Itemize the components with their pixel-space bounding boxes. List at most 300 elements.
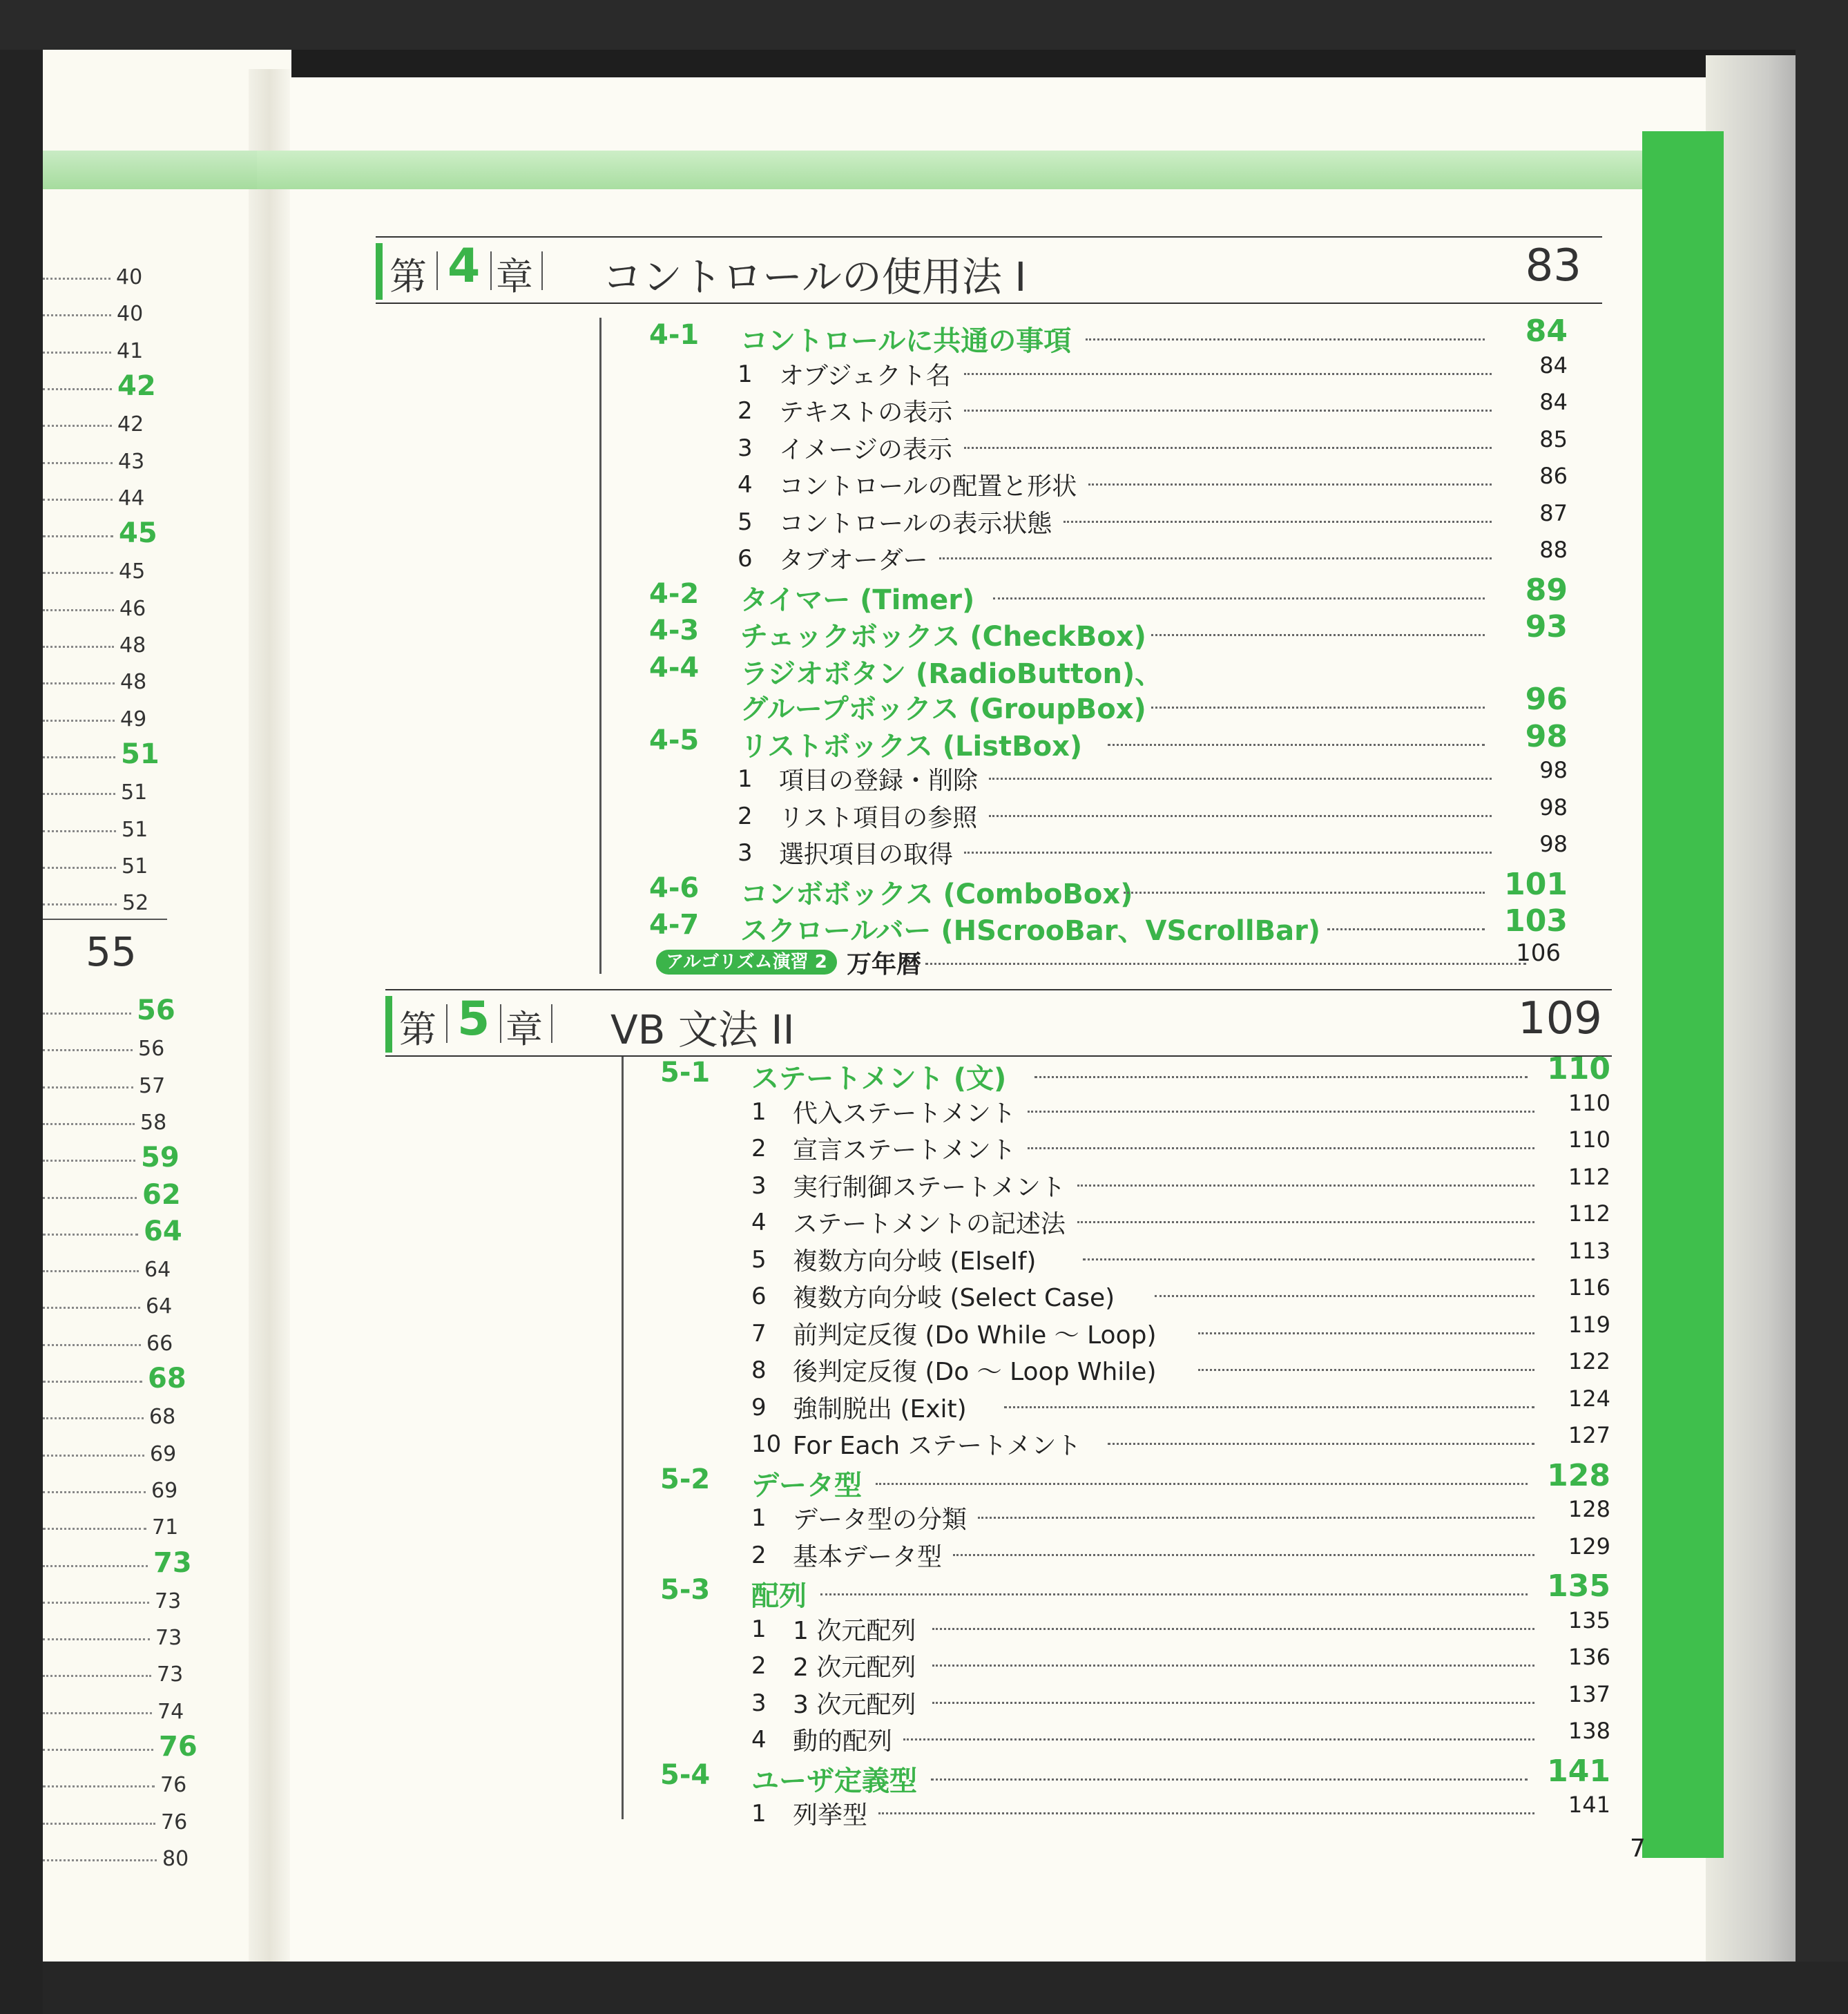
- toc-item[interactable]: [751, 1496, 1610, 1535]
- leader-dots: [978, 1517, 1534, 1519]
- left-page-number: 56: [138, 1037, 165, 1062]
- section-page: 135: [1547, 1569, 1610, 1604]
- chapter-sho-label: 章: [496, 255, 533, 298]
- leader-dots: [43, 1417, 144, 1419]
- item-page: 116: [1568, 1274, 1610, 1301]
- leader-dots: [43, 867, 116, 869]
- chapter-5-header: [385, 989, 1612, 1055]
- section-page: 103: [1504, 903, 1568, 939]
- toc-item[interactable]: [751, 1237, 1610, 1276]
- toc-item[interactable]: [751, 1718, 1610, 1756]
- item-title: 基本データ型: [793, 1542, 943, 1571]
- left-page-number: 73: [153, 1546, 192, 1579]
- left-page-entry: [43, 262, 181, 290]
- toc-item[interactable]: [751, 1126, 1610, 1165]
- leader-dots: [1063, 521, 1492, 523]
- item-number: 1: [738, 360, 753, 388]
- section-title: ラジオボタン (RadioButton)、: [740, 658, 1163, 690]
- left-page-entry: [43, 1586, 181, 1614]
- item-number: 1: [751, 1504, 767, 1532]
- left-page-entry: [43, 1697, 184, 1725]
- leader-dots: [43, 1234, 138, 1236]
- item-page: 84: [1539, 389, 1568, 415]
- left-page-entry: [43, 410, 181, 437]
- leader-dots: [43, 646, 114, 648]
- leader-dots: [1088, 483, 1492, 486]
- toc-item[interactable]: [751, 1533, 1610, 1572]
- left-page-number: 41: [117, 338, 144, 363]
- toc-item[interactable]: [751, 1385, 1610, 1424]
- section-title: コントロールに共通の事項: [740, 325, 1072, 357]
- leader-dots: [932, 1702, 1534, 1704]
- toc-item[interactable]: [751, 1644, 1610, 1682]
- leader-dots: [1124, 892, 1485, 894]
- leader-dots: [43, 1197, 137, 1199]
- leader-dots: [1327, 928, 1485, 930]
- leader-dots: [1034, 1076, 1528, 1078]
- item-title: 後判定反復 (Do ～ Loop While): [793, 1358, 1157, 1386]
- item-number: 4: [738, 471, 753, 499]
- left-page-number: 51: [121, 780, 148, 805]
- chapter-title: コントロールの使用法 I: [602, 253, 1027, 300]
- leader-dots: [1151, 707, 1485, 709]
- item-number: 2: [751, 1652, 767, 1680]
- item-page: 122: [1568, 1348, 1610, 1374]
- leader-dots: [43, 793, 115, 795]
- section-number: 4-2: [649, 577, 700, 610]
- leader-dots: [43, 1785, 155, 1787]
- left-page-entry: [43, 594, 181, 622]
- leader-dots: [43, 388, 112, 390]
- left-page-number: 51: [122, 854, 148, 879]
- section-page: 141: [1547, 1753, 1610, 1789]
- left-page-number: 45: [119, 559, 146, 584]
- section-number: 5-3: [660, 1574, 711, 1606]
- item-number: 6: [751, 1283, 767, 1310]
- toc-item[interactable]: [738, 389, 1568, 428]
- leader-dots: [876, 1483, 1528, 1485]
- item-title: 2 次元配列: [793, 1653, 916, 1682]
- item-title: 3 次元配列: [793, 1690, 916, 1719]
- section-title: データ型: [751, 1469, 862, 1502]
- left-page-entry: [43, 1844, 189, 1872]
- left-page-entry: [43, 667, 181, 695]
- leader-dots: [43, 1749, 153, 1751]
- item-title: 実行制御ステートメント: [793, 1173, 1066, 1202]
- left-page-entry: [43, 1329, 181, 1356]
- item-title: データ型の分類: [793, 1506, 968, 1534]
- leader-dots: [43, 535, 113, 537]
- left-page-number: 69: [151, 1478, 178, 1503]
- toc-item[interactable]: [751, 1274, 1610, 1313]
- leader-dots: [43, 462, 113, 464]
- item-page: 141: [1568, 1792, 1610, 1818]
- section-title: スクロールバー (HScrooBar、VScrollBar): [740, 915, 1321, 947]
- leader-dots: [43, 756, 115, 758]
- left-page-entry: [43, 447, 181, 474]
- toc-item[interactable]: [751, 1089, 1610, 1129]
- section-number: 4-7: [649, 909, 700, 941]
- item-number: 3: [751, 1171, 767, 1200]
- toc-item[interactable]: [751, 1680, 1610, 1720]
- toc-item[interactable]: [738, 499, 1568, 539]
- leader-dots: [43, 720, 115, 722]
- toc-item[interactable]: [738, 463, 1568, 501]
- chapter-marker-bar: [385, 996, 392, 1053]
- toc-item[interactable]: [751, 1422, 1610, 1461]
- leader-dots: [1198, 1369, 1534, 1371]
- item-number: 2: [738, 802, 753, 830]
- section-title-line-2: グループボックス (GroupBox): [740, 693, 1146, 725]
- chapter-title: VB 文法 II: [610, 1006, 795, 1053]
- item-page: 84: [1539, 352, 1568, 378]
- left-page-entry: [43, 1178, 181, 1211]
- item-number: 2: [738, 397, 753, 425]
- section-number: 4-3: [649, 615, 700, 646]
- item-page: 136: [1568, 1644, 1610, 1670]
- toc-section-continued[interactable]: [649, 682, 1568, 726]
- left-page-number: 68: [148, 1363, 186, 1394]
- page-number: 7: [1630, 1834, 1646, 1863]
- leader-dots: [903, 1738, 1534, 1740]
- leader-dots: [43, 903, 117, 905]
- item-title: 前判定反復 (Do While ～ Loop): [793, 1321, 1157, 1350]
- left-page-entry: [43, 1108, 181, 1135]
- section-title: 配列: [751, 1580, 807, 1612]
- left-page-entry: [43, 1034, 181, 1062]
- toc-item[interactable]: [751, 1163, 1610, 1202]
- leader-dots: [1108, 1443, 1534, 1445]
- item-page: 87: [1539, 499, 1568, 526]
- leader-dots: [43, 314, 111, 316]
- leader-dots: [932, 1665, 1534, 1667]
- left-page-number: 58: [140, 1110, 167, 1135]
- item-number: 7: [751, 1319, 767, 1348]
- scanner-edge-left: [0, 0, 43, 2014]
- leader-dots: [43, 1491, 146, 1493]
- left-page-number: 64: [146, 1294, 173, 1319]
- toc-item[interactable]: [751, 1311, 1610, 1350]
- left-page-entry: [43, 1292, 181, 1319]
- left-page-number: 45: [119, 517, 157, 550]
- left-page-entry: [43, 1071, 181, 1099]
- toc-section[interactable]: [660, 1753, 1610, 1798]
- left-page-number: 43: [118, 449, 145, 474]
- item-number: 8: [751, 1356, 767, 1384]
- item-page: 124: [1568, 1385, 1610, 1412]
- left-page-number: 62: [142, 1178, 181, 1211]
- section-page: 93: [1525, 609, 1568, 644]
- left-page-number: 42: [117, 370, 156, 402]
- left-page-entry: [43, 1546, 192, 1579]
- leader-dots: [1198, 1332, 1534, 1334]
- toc-item[interactable]: [751, 1348, 1610, 1387]
- leader-dots: [43, 1528, 146, 1530]
- item-page: 85: [1539, 425, 1568, 452]
- item-title: 選択項目の取得: [779, 841, 954, 869]
- item-page: 112: [1568, 1163, 1610, 1190]
- left-page-number: 40: [117, 302, 144, 327]
- toc-section[interactable]: [649, 652, 1568, 691]
- left-page-number: 69: [150, 1441, 177, 1466]
- toc-item[interactable]: [751, 1200, 1610, 1239]
- leader-dots: [43, 1086, 133, 1088]
- left-page-number: 73: [155, 1589, 182, 1613]
- left-page-number: 80: [162, 1846, 189, 1871]
- toc-item[interactable]: [738, 425, 1568, 465]
- section-number: 4-6: [649, 872, 700, 904]
- algorithm-exercise-page: 106: [1516, 939, 1561, 967]
- item-number: 6: [738, 545, 753, 573]
- item-number: 3: [751, 1689, 767, 1717]
- item-page: 138: [1568, 1718, 1610, 1744]
- item-page: 98: [1539, 757, 1568, 783]
- toc-item[interactable]: [738, 537, 1568, 575]
- item-number: 3: [738, 839, 753, 867]
- scanner-edge-right: [1796, 0, 1848, 2014]
- toc-section[interactable]: [649, 718, 1568, 763]
- leader-dots: [964, 410, 1492, 412]
- item-page: 86: [1539, 463, 1568, 489]
- chapter-sho-label: 章: [506, 1008, 543, 1051]
- item-number: 2: [751, 1135, 767, 1162]
- item-title: コントロールの表示状態: [779, 509, 1052, 538]
- section-title: ユーザ定義型: [751, 1765, 917, 1797]
- scanner-edge-bottom: [0, 1962, 1848, 2014]
- left-page-number: 76: [161, 1810, 188, 1834]
- chapter-number: 5: [457, 992, 490, 1046]
- scanner-edge-top: [0, 0, 1848, 50]
- item-title: 複数方向分岐 (ElseIf): [793, 1247, 1037, 1276]
- left-page-entry: [43, 1476, 181, 1504]
- leader-dots: [1004, 1406, 1534, 1408]
- item-number: 1: [751, 1097, 767, 1126]
- leader-dots: [43, 1823, 155, 1825]
- green-header-band-left: [43, 151, 278, 189]
- item-title: 宣言ステートメント: [793, 1136, 1016, 1164]
- item-page: 110: [1568, 1089, 1610, 1116]
- item-title: 動的配列: [793, 1727, 893, 1756]
- left-page-entry: [43, 1731, 198, 1763]
- toc-item[interactable]: [738, 757, 1568, 796]
- leader-dots: [931, 1778, 1528, 1781]
- item-number: 3: [738, 434, 753, 462]
- leader-dots: [878, 1812, 1534, 1814]
- chapter-separator: [490, 251, 492, 290]
- item-page: 98: [1539, 794, 1568, 821]
- item-title: 列挙型: [793, 1801, 868, 1830]
- section-page: 96: [1525, 682, 1568, 717]
- item-page: 113: [1568, 1237, 1610, 1264]
- section-number: 5-2: [660, 1463, 711, 1495]
- left-page-entry: [43, 1660, 184, 1687]
- toc-section[interactable]: [649, 572, 1568, 617]
- leader-dots: [43, 1638, 150, 1640]
- toc-section[interactable]: [660, 1051, 1610, 1095]
- leader-dots: [43, 1565, 148, 1567]
- toc-item[interactable]: [738, 352, 1568, 391]
- toc-section[interactable]: [649, 609, 1568, 653]
- left-page-number: 52: [122, 891, 149, 916]
- book-gutter: [249, 69, 290, 1975]
- item-title: リスト項目の参照: [779, 803, 978, 832]
- chapter-page: 109: [1517, 993, 1602, 1044]
- leader-dots: [932, 1628, 1534, 1630]
- left-page-number: 64: [144, 1258, 171, 1283]
- section-title: タイマー (Timer): [740, 584, 975, 616]
- left-page-entry: [43, 997, 181, 1025]
- item-page: 88: [1539, 537, 1568, 563]
- chapter-header-bottom-rule: [376, 303, 1602, 304]
- chapter-dai-label: 第: [399, 1008, 436, 1051]
- left-page-entry: [43, 631, 181, 658]
- item-number: 5: [738, 508, 753, 536]
- chapter-page: 83: [1525, 240, 1581, 291]
- leader-dots: [43, 609, 114, 611]
- leader-dots: [1151, 634, 1485, 636]
- toc-section[interactable]: [649, 314, 1568, 358]
- left-page-number: 71: [152, 1515, 179, 1540]
- section-page: 84: [1525, 314, 1568, 349]
- toc-item[interactable]: [738, 831, 1568, 870]
- leader-dots: [1108, 744, 1485, 746]
- leader-dots: [43, 1859, 157, 1861]
- chapter-separator: [436, 251, 438, 290]
- toc-section[interactable]: [649, 866, 1568, 911]
- leader-dots: [43, 1013, 131, 1015]
- leader-dots: [43, 830, 116, 832]
- item-page: 128: [1568, 1496, 1610, 1522]
- chapter-separator: [551, 1004, 552, 1043]
- left-page-entry: [43, 1402, 181, 1430]
- left-page-number: 76: [159, 1731, 198, 1763]
- leader-dots: [939, 557, 1492, 559]
- leader-dots: [953, 1554, 1534, 1556]
- chapter-dai-label: 第: [389, 255, 427, 298]
- chapter-header-top-rule: [385, 989, 1612, 990]
- left-page-entry: [43, 483, 181, 511]
- left-page-number: 48: [120, 670, 147, 695]
- section-title: リストボックス (ListBox): [740, 730, 1083, 763]
- chapter-separator: [500, 1004, 501, 1043]
- leader-dots: [993, 597, 1485, 600]
- leader-dots: [43, 425, 112, 427]
- section-page: 98: [1525, 718, 1568, 754]
- left-page-entry: [43, 1770, 187, 1798]
- leader-dots: [43, 1602, 149, 1604]
- section-number: 5-1: [660, 1057, 711, 1088]
- leader-dots: [43, 1344, 141, 1346]
- left-page-entry: [43, 888, 181, 916]
- left-page-number: 66: [146, 1331, 173, 1356]
- left-page-entry: [43, 517, 181, 550]
- chapter-4-vertical-rule: [599, 318, 601, 974]
- item-page: 127: [1568, 1422, 1610, 1448]
- item-title: ステートメントの記述法: [793, 1210, 1066, 1238]
- item-title: オブジェクト名: [779, 361, 951, 390]
- section-title: コンボボックス (ComboBox): [740, 878, 1133, 910]
- section-page: 89: [1525, 572, 1568, 608]
- left-page-number: 40: [116, 265, 143, 289]
- left-page-entry: [43, 336, 181, 364]
- leader-dots: [1086, 338, 1485, 341]
- left-page-entry: [43, 778, 181, 805]
- leader-dots: [43, 1307, 140, 1309]
- section-page: 110: [1547, 1051, 1610, 1086]
- item-page: 98: [1539, 831, 1568, 857]
- item-page: 110: [1568, 1126, 1610, 1153]
- chapter-4-header: [376, 236, 1602, 303]
- item-title: 代入ステートメント: [793, 1099, 1016, 1128]
- toc-item[interactable]: [738, 794, 1568, 833]
- left-page-entry: [43, 815, 181, 843]
- section-number: 4-5: [649, 724, 700, 756]
- leader-dots: [820, 1593, 1528, 1595]
- left-page-entry: [43, 1513, 181, 1540]
- toc-section[interactable]: [649, 903, 1568, 948]
- leader-dots: [43, 352, 111, 354]
- chapter-number: 4: [447, 239, 481, 294]
- chapter-header-top-rule: [376, 236, 1602, 238]
- section-number: 4-1: [649, 319, 700, 351]
- left-page-entry: [43, 1807, 188, 1835]
- leader-dots: [964, 373, 1492, 375]
- left-page-entry: [43, 557, 181, 584]
- left-page-chapter-rule: [43, 919, 167, 920]
- item-title: 複数方向分岐 (Select Case): [793, 1284, 1115, 1312]
- section-title: ステートメント (文): [751, 1063, 1007, 1095]
- leader-dots: [43, 1270, 139, 1272]
- toc-section[interactable]: [660, 1457, 1610, 1502]
- toc-item[interactable]: [751, 1792, 1610, 1830]
- left-page-entry: [43, 299, 181, 327]
- left-page-number: 46: [119, 596, 146, 621]
- item-title: コントロールの配置と形状: [779, 472, 1077, 501]
- toc-item[interactable]: [751, 1607, 1610, 1646]
- item-page: 135: [1568, 1607, 1610, 1633]
- item-title: テキストの表示: [779, 399, 953, 427]
- toc-section[interactable]: [660, 1569, 1610, 1613]
- leader-dots: [43, 1381, 142, 1383]
- leader-dots: [43, 1675, 151, 1677]
- item-page: 119: [1568, 1311, 1610, 1338]
- left-page-entry: [43, 704, 181, 732]
- leader-dots: [43, 572, 113, 574]
- leader-dots: [964, 852, 1492, 854]
- left-page-entry: [43, 1439, 181, 1467]
- green-header-band-right: [257, 151, 1645, 189]
- leader-dots: [43, 1123, 135, 1125]
- green-side-tab: [1642, 131, 1724, 1858]
- leader-dots: [1155, 1295, 1534, 1297]
- leader-dots: [989, 778, 1492, 780]
- leader-dots: [43, 499, 113, 501]
- chapter-separator: [446, 1004, 447, 1043]
- leader-dots: [1083, 1258, 1534, 1260]
- item-number: 1: [738, 765, 753, 793]
- item-title: 1 次元配列: [793, 1616, 916, 1645]
- left-page-number: 42: [117, 412, 144, 437]
- item-title: 強制脱出 (Exit): [793, 1394, 967, 1423]
- item-number: 5: [751, 1245, 767, 1274]
- left-page-number: 68: [149, 1405, 176, 1430]
- chapter-separator: [541, 251, 543, 290]
- left-page-number: 51: [121, 738, 160, 770]
- leader-dots: [989, 815, 1492, 817]
- left-page-entry: [43, 1623, 181, 1651]
- algorithm-exercise-title: 万年暦: [847, 950, 922, 979]
- item-number: 4: [751, 1726, 767, 1754]
